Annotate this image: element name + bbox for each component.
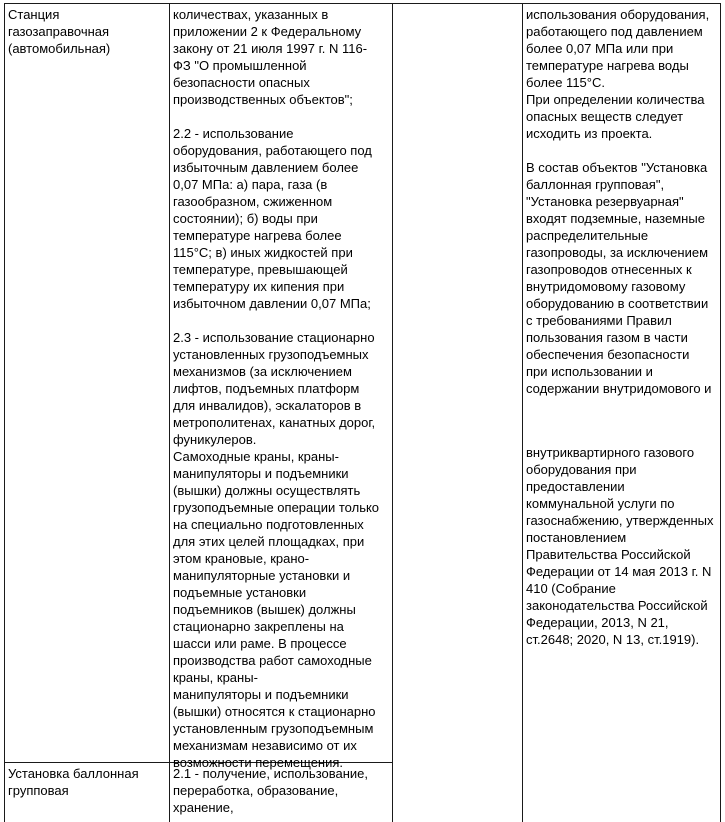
text-line: механизмов (за исключением: [173, 364, 352, 379]
text-line: для этих целей площадках, при: [173, 534, 365, 549]
text-line: приложении 2 к Федеральному: [173, 24, 362, 39]
text-line: безопасности опасных: [173, 75, 310, 90]
text-line: лифтов, подъемных платформ: [173, 381, 360, 396]
text-line: газозаправочная: [8, 24, 110, 39]
text-line: (вышки) относятся к стационарно: [173, 704, 376, 719]
text-line: при использовании и: [526, 364, 653, 379]
text-line: "Установка резервуарная": [526, 194, 684, 209]
text-line: грузоподъемные операции только: [173, 500, 380, 515]
text-line: газопроводы, за исключением: [526, 245, 708, 260]
text-line: Станция: [8, 7, 60, 22]
text-line: 2.3 - использование стационарно: [173, 330, 375, 345]
text-line: более 0,07 МПа или при: [526, 41, 674, 56]
text-line: производственных объектов";: [173, 92, 353, 107]
text-line: фуникулеров.: [173, 432, 257, 447]
text-line: Самоходные краны, краны-: [173, 449, 339, 464]
text-line: пользования газом в части: [526, 330, 688, 345]
text-line: При определении количества: [526, 92, 705, 107]
text-line: состоянии); б) воды при: [173, 211, 318, 226]
text-line: метрополитенах, канатных дорог,: [173, 415, 376, 430]
text-line: (автомобильная): [8, 41, 111, 56]
text-line: предоставлении: [526, 479, 625, 494]
text-line: распределительные: [526, 228, 649, 243]
text-line: опасных веществ следует: [526, 109, 684, 124]
text-line: входят подземные, наземные: [526, 211, 705, 226]
text-line: ФЗ "О промышленной: [173, 58, 307, 73]
text-line: В состав объектов "Установка: [526, 160, 708, 175]
row1-object-name: [8, 6, 110, 57]
notes-paragraph-3: [526, 444, 714, 648]
text-line: температуру их кипения при: [173, 279, 345, 294]
table-border-col1: [169, 3, 170, 822]
text-line: хранение,: [173, 800, 234, 815]
text-line: с требованиями Правил: [526, 313, 672, 328]
text-line: производства работ самоходные: [173, 653, 372, 668]
text-line: более 115°С.: [526, 75, 605, 90]
text-line: манипуляторные установки и: [173, 568, 351, 583]
table-border-top: [4, 3, 721, 4]
text-line: температуре нагрева воды: [526, 58, 689, 73]
row2-object-name: [8, 765, 139, 799]
table-border-col3: [522, 3, 523, 822]
text-line: механизмам независимо от их: [173, 738, 357, 753]
text-line: количествах, указанных в: [173, 7, 329, 22]
criteria-paragraph-intro: [173, 6, 379, 108]
text-line: для инвалидов), эскалаторов в: [173, 398, 362, 413]
text-line: газоснабжению, утвержденных: [526, 513, 714, 528]
text-line: групповая: [8, 783, 69, 798]
text-line: 2.1 - получение, использование,: [173, 766, 369, 781]
text-line: оборудованию в соответствии: [526, 296, 709, 311]
text-line: баллонная групповая",: [526, 177, 665, 192]
text-line: этом крановые, крано-: [173, 551, 310, 566]
text-line: Федерации от 14 мая 2013 г. N: [526, 564, 712, 579]
text-line: внутриквартирного газового: [526, 445, 695, 460]
text-line: шасси или раме. В процессе: [173, 636, 347, 651]
text-line: стационарно закреплены на: [173, 619, 344, 634]
text-line: (вышки) должны осуществлять: [173, 483, 361, 498]
row1-criteria: [173, 6, 379, 771]
text-line: 2.2 - использование: [173, 126, 294, 141]
text-line: использования оборудования,: [526, 7, 710, 22]
table-border-col2: [392, 3, 393, 822]
table-border-right: [720, 3, 721, 822]
text-line: внутридомовому газовому: [526, 279, 686, 294]
text-line: температуре, превышающей: [173, 262, 348, 277]
text-line: Федерации, 2013, N 21,: [526, 615, 669, 630]
criteria-paragraph-2-3: [173, 329, 379, 771]
text-line: закону от 21 июля 1997 г. N 116-: [173, 41, 368, 56]
text-line: содержании внутридомового и: [526, 381, 712, 396]
text-line: исходить из проекта.: [526, 126, 653, 141]
text-line: законодательства Российской: [526, 598, 708, 613]
text-line: манипуляторы и подъемники: [173, 687, 349, 702]
text-line: ст.2648; 2020, N 13, ст.1919).: [526, 632, 700, 647]
text-line: краны, краны-: [173, 670, 258, 685]
text-line: избыточным давлением более: [173, 160, 359, 175]
text-line: обеспечения безопасности: [526, 347, 690, 362]
text-line: переработка, образование,: [173, 783, 339, 798]
text-line: подъемников (вышек) должны: [173, 602, 356, 617]
notes-paragraph-2: [526, 159, 711, 397]
text-line: температуре нагрева более: [173, 228, 342, 243]
text-line: Правительства Российской: [526, 547, 691, 562]
text-line: газообразном, сжиженном: [173, 194, 333, 209]
text-line: коммунальной услуги по: [526, 496, 675, 511]
text-line: на специально подготовленных: [173, 517, 364, 532]
criteria-paragraph-2-2: [173, 125, 379, 312]
text-line: газопроводов отнесенных к: [526, 262, 692, 277]
text-line: подъемные установки: [173, 585, 307, 600]
row1-notes-continued: [526, 444, 714, 648]
text-line: манипуляторы и подъемники: [173, 466, 349, 481]
text-line: 115°С; в) иных жидкостей при: [173, 245, 353, 260]
text-line: возможности перемещения.: [173, 755, 344, 770]
text-line: установленным грузоподъемным: [173, 721, 374, 736]
text-line: 0,07 МПа: а) пара, газа (в: [173, 177, 328, 192]
text-line: оборудования, работающего под: [173, 143, 372, 158]
text-line: установленных грузоподъемных: [173, 347, 369, 362]
row1-notes: [526, 6, 711, 397]
text-line: 410 (Собрание: [526, 581, 616, 596]
text-line: постановлением: [526, 530, 627, 545]
table-border-left: [4, 3, 5, 822]
row2-criteria: [173, 765, 368, 816]
text-line: работающего под давлением: [526, 24, 703, 39]
text-line: избыточном давлении 0,07 МПа;: [173, 296, 371, 311]
notes-paragraph-1: [526, 6, 711, 142]
text-line: оборудования при: [526, 462, 637, 477]
text-line: Установка баллонная: [8, 766, 139, 781]
